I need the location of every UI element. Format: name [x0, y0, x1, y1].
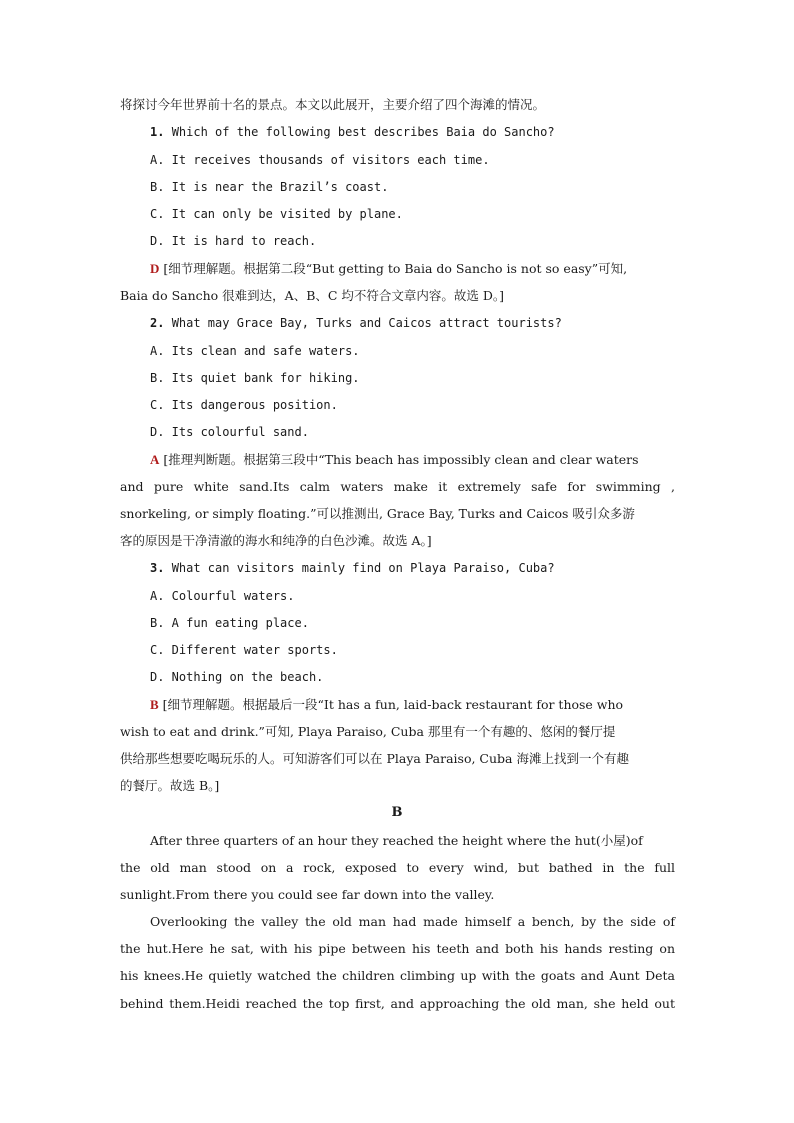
- question-3-answer: B: [150, 697, 159, 712]
- question-1-explanation-line-2: Baia do Sancho 很难到达，A、B、C 均不符合文章内容。故选 D。]: [120, 288, 505, 303]
- question-3-explanation-line-3: 供给那些想要吃喝玩乐的人。可知游客们可以在 Playa Paraiso, Cuba 海滩上找到一个有趣: [120, 751, 629, 766]
- intro-tail-text: 将探讨今年世界前十名的景点。本文以此展开，主要介绍了四个海滩的情况。: [120, 97, 546, 112]
- question-1-stem: Which of the following best describes Baia do Sancho?: [171, 125, 555, 139]
- question-1-answer: D: [150, 261, 160, 276]
- section-b-heading: B: [391, 805, 403, 820]
- question-2-option-c: C. Its dangerous position.: [150, 398, 338, 412]
- passage-b-para-2-line-3: his knees.He quietly watched the children climbing up with the goats and Aunt Deta: [120, 968, 675, 983]
- question-2-explanation-text: [推理判断题。根据第三段中“This beach has impossibly clean and clear waters: [163, 452, 639, 467]
- question-2-option-d: D. Its colourful sand.: [150, 425, 309, 439]
- passage-b-para-1-line-3: sunlight.From there you could see far down into the valley.: [120, 887, 495, 902]
- question-3-option-d: D. Nothing on the beach.: [150, 670, 324, 684]
- question-2-option-a: A. Its clean and safe waters.: [150, 344, 360, 358]
- question-1-explanation-text: [细节理解题。根据第二段“But getting to Baia do Sancho is not so easy”可知,: [163, 261, 628, 276]
- passage-b-para-1-line-1: After three quarters of an hour they reached the height where the hut(小屋)of: [150, 833, 643, 848]
- passage-b-para-2-line-1: Overlooking the valley the old man had made himself a bench, by the side of: [150, 914, 675, 929]
- question-2-explanation-line-1: [150, 451, 674, 469]
- question-2-explanation-line-3: snorkeling, or simply floating.”可以推测出, Grace Bay, Turks and Caicos 吸引众多游: [120, 506, 635, 521]
- question-1-number: 1.: [150, 125, 165, 139]
- question-3-option-a: A. Colourful waters.: [150, 589, 295, 603]
- question-1-option-c: C. It can only be visited by plane.: [150, 207, 403, 221]
- question-3-explanation-line-1: [150, 696, 705, 714]
- question-3: [150, 559, 705, 577]
- question-2: [150, 314, 705, 332]
- passage-b-para-2-line-4: behind them.Heidi reached the top first, and approaching the old man, she held out: [120, 996, 675, 1011]
- question-1-explanation-line-1: [150, 260, 705, 278]
- passage-b-para-2-line-2: the hut.Here he sat, with his pipe between his teeth and both his hands resting on: [120, 941, 675, 956]
- question-2-option-b: B. Its quiet bank for hiking.: [150, 371, 360, 385]
- question-2-number: 2.: [150, 316, 165, 330]
- question-3-number: 3.: [150, 561, 165, 575]
- question-3-explanation-line-4: 的餐厅。故选 B。]: [120, 778, 220, 793]
- passage-b-para-1-line-2: the old man stood on a rock, exposed to every wind, but bathed in the full: [120, 860, 675, 875]
- question-3-explanation-line-2: wish to eat and drink.”可知, Playa Paraiso, Cuba 那里有一个有趣的、悠闲的餐厅提: [120, 724, 616, 739]
- question-3-explanation-text: [细节理解题。根据最后一段“It has a fun, laid-back restaurant for those who: [162, 697, 624, 712]
- question-1-option-d: D. It is hard to reach.: [150, 234, 317, 248]
- question-3-option-b: B. A fun eating place.: [150, 616, 309, 630]
- question-1-option-a: A. It receives thousands of visitors each time.: [150, 153, 490, 167]
- question-3-stem: What can visitors mainly find on Playa Paraiso, Cuba?: [171, 561, 555, 575]
- question-1-option-b: B. It is near the Brazil’s coast.: [150, 180, 389, 194]
- question-2-explanation-line-2: and pure white sand.Its calm waters make it extremely safe for swimming ,: [120, 479, 675, 494]
- question-1: [150, 123, 705, 141]
- question-2-stem: What may Grace Bay, Turks and Caicos attract tourists?: [171, 316, 562, 330]
- question-3-option-c: C. Different water sports.: [150, 643, 338, 657]
- question-2-explanation-line-4: 客的原因是干净清澈的海水和纯净的白色沙滩。故选 A。]: [120, 533, 432, 548]
- question-2-answer: A: [150, 452, 160, 467]
